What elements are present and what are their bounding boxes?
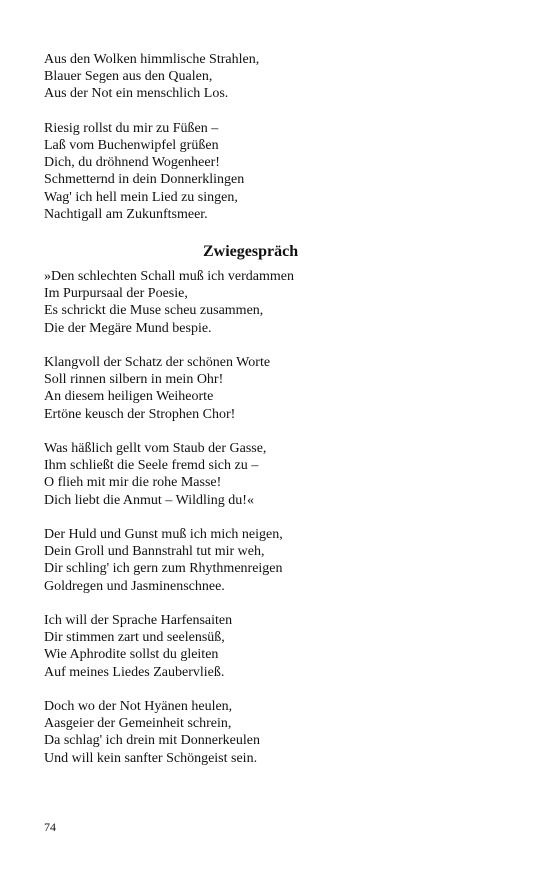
verse-line: Ihm schließt die Seele fremd sich zu – xyxy=(44,458,259,474)
verse-line: Doch wo der Not Hyänen heulen, xyxy=(44,699,233,714)
verse-line: Die der Megäre Mund bespie. xyxy=(44,320,212,336)
stanza xyxy=(44,612,514,681)
page-number: 74 xyxy=(44,820,56,834)
stanza xyxy=(44,120,514,223)
verse-line: Dich, du dröhnend Wogenheer! xyxy=(44,155,220,171)
verse-line: Aasgeier der Gemeinheit schrein, xyxy=(44,716,232,732)
verse-line: Es schrickt die Muse scheu zusammen, xyxy=(44,303,264,319)
verse-line: Wie Aphrodite sollst du gleiten xyxy=(44,647,219,663)
stanza xyxy=(44,51,514,103)
verse-line: An diesem heiligen Weiheorte xyxy=(44,389,214,405)
verse-line: Da schlag' ich drein mit Donnerkeulen xyxy=(44,733,260,749)
verse-line: Blauer Segen aus den Qualen, xyxy=(44,69,213,85)
verse-line: O flieh mit mir die rohe Masse! xyxy=(44,475,222,491)
verse-line: Auf meines Liedes Zaubervließ. xyxy=(44,664,225,680)
stanza xyxy=(44,354,514,423)
verse-line: Aus den Wolken himmlische Strahlen, xyxy=(44,52,260,67)
stanza xyxy=(44,526,514,595)
stanza xyxy=(44,440,514,509)
verse-line: Laß vom Buchenwipfel grüßen xyxy=(44,138,219,153)
verse-line: Der Huld und Gunst muß ich mich neigen, xyxy=(44,527,283,542)
verse-line: Schmetternd in dein Donnerklingen xyxy=(44,172,245,188)
verse-line: Nachtigall am Zukunftsmeer. xyxy=(44,206,208,222)
verse-line: Riesig rollst du mir zu Füßen – xyxy=(44,120,219,136)
verse-line: Dich liebt die Anmut – Wildling du!« xyxy=(44,492,254,508)
verse-line: Klangvoll der Schatz der schönen Worte xyxy=(44,355,271,370)
verse-line: Ertöne keusch der Strophen Chor! xyxy=(44,406,236,422)
stanza xyxy=(44,268,514,337)
verse-line: Im Purpursaal der Poesie, xyxy=(44,286,188,302)
verse-line: »Den schlechten Schall muß ich verdammen xyxy=(44,269,294,284)
verse-line: Was häßlich gellt vom Staub der Gasse, xyxy=(44,441,267,456)
verse-line: Dein Groll und Bannstrahl tut mir weh, xyxy=(44,544,265,560)
stanza xyxy=(44,698,514,767)
verse-line: Ich will der Sprache Harfensaiten xyxy=(44,613,233,628)
poem-body xyxy=(44,268,514,767)
verse-line: Dir schling' ich gern zum Rhythmenreigen xyxy=(44,561,283,577)
previous-poem-ending xyxy=(44,51,514,223)
verse-line: Soll rinnen silbern in mein Ohr! xyxy=(44,372,224,388)
verse-line: Dir stimmen zart und seelensüß, xyxy=(44,630,225,646)
verse-line: Goldregen und Jasminenschnee. xyxy=(44,578,225,594)
poem-title-text: Zwiegespräch xyxy=(203,243,299,260)
verse-line: Wag' ich hell mein Lied zu singen, xyxy=(44,189,238,205)
verse-line: Und will kein sanfter Schöngeist sein. xyxy=(44,750,258,766)
verse-line: Aus der Not ein menschlich Los. xyxy=(44,86,229,102)
